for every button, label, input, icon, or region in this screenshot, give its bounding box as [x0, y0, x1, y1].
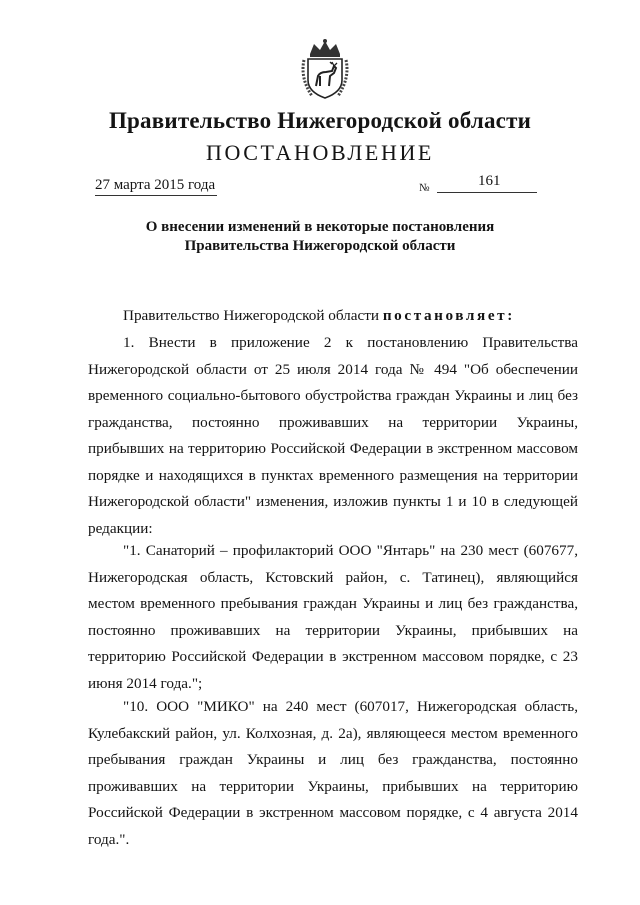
quote-item-1-text: "1. Санаторий – профилакторий ООО "Янтарь" на 230 мест (607677, Нижегородская область, Кстовский район, с. Татинец), являющийся местом временного пребывания граждан Украины и лиц без гражданства, постоянно проживавших на территории Украины, прибывших на территорию Российской Федерации в экстренном массовом порядке, с 23 июня 2014 года."; — [88, 542, 578, 692]
document-subject — [100, 218, 540, 256]
subject-line-2: Правительства Нижегородской области — [184, 238, 456, 254]
intro-text: Правительство Нижегородской области — [123, 307, 383, 324]
intro-paragraph — [88, 303, 578, 330]
quote-item-1-paragraph — [88, 538, 578, 697]
subject-line-1: О внесении изменений в некоторые постановления — [145, 219, 495, 235]
number-underline — [437, 192, 537, 193]
decree-word: постановляет: — [382, 307, 515, 324]
number-sign: № — [419, 182, 430, 194]
item-1-paragraph — [88, 330, 578, 542]
quote-item-10-paragraph — [88, 694, 578, 853]
document-number: 161 — [478, 173, 501, 189]
document-date: 27 марта 2015 года — [95, 177, 217, 196]
nizhny-novgorod-coat-of-arms-icon — [296, 38, 354, 100]
item-1-text: 1. Внести в приложение 2 к постановлению Правительства Нижегородской области от 25 июля 2014 года № 494 "Об обеспечении временного социально-бытового обустройства граждан Украины и лиц без гражданства, постоянно проживавших на территории Украины, прибывших на территорию Российской Федерации в экстренном массовом порядке и находящихся в пунктах временного размещения на территории Нижегородской области" изменения, изложив пункты 1 и 10 в следующей редакции: — [88, 334, 578, 537]
document-type: ПОСТАНОВЛЕНИЕ — [206, 140, 434, 165]
quote-item-10-text: "10. ООО "МИКО" на 240 мест (607017, Нижегородская область, Кулебакский район, ул. Колхозная, д. 2а), являющееся местом временного пребывания граждан Украины и лиц без гражданства, постоянно проживавших на территории Украины, прибывших на территорию Российской Федерации в экстренном массовом порядке, с 4 августа 2014 года.". — [88, 698, 578, 848]
government-title: Правительство Нижегородской области — [108, 108, 532, 133]
